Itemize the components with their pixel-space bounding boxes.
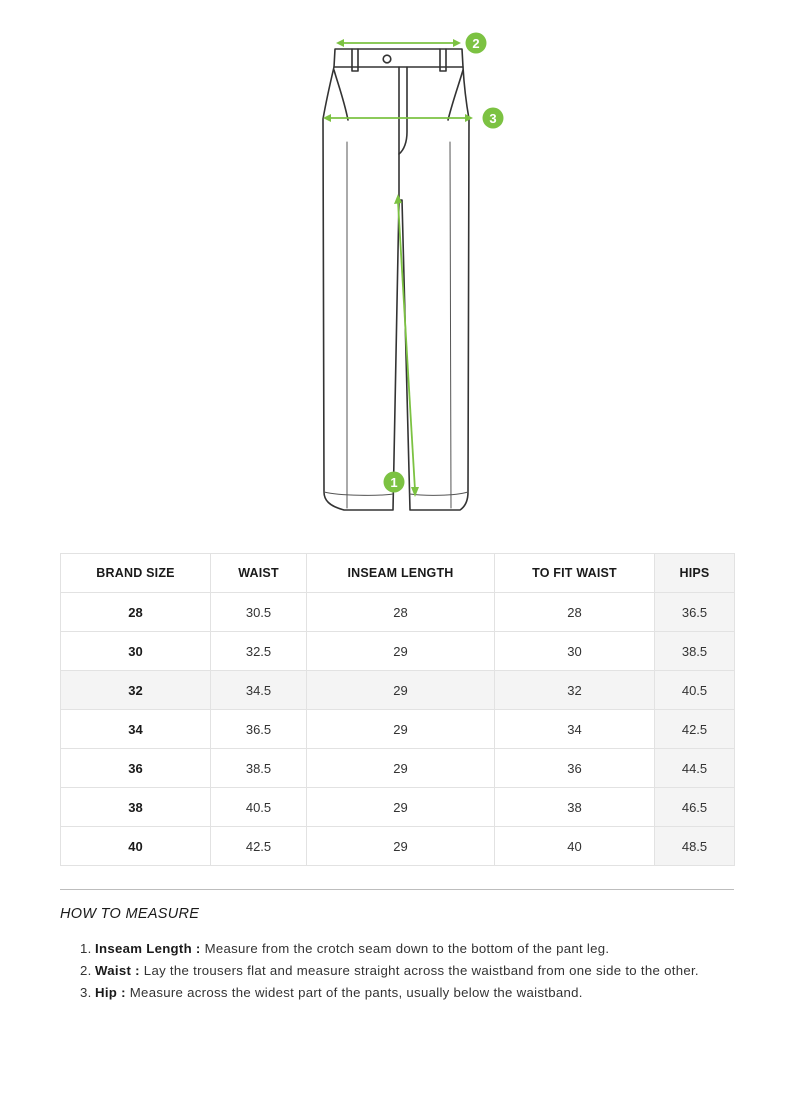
cell-inseam: 29 (307, 827, 495, 866)
trouser-measurement-illustration (300, 22, 520, 522)
cell-fit-waist: 32 (495, 671, 655, 710)
cell-inseam: 29 (307, 710, 495, 749)
table-row (61, 671, 735, 710)
section-divider (60, 889, 734, 890)
step-term: Inseam Length : (95, 941, 201, 956)
table-row (61, 788, 735, 827)
cell-brand-size: 34 (61, 710, 211, 749)
how-to-measure-title: HOW TO MEASURE (60, 906, 200, 922)
cell-inseam: 29 (307, 788, 495, 827)
cell-inseam: 29 (307, 632, 495, 671)
cell-hips: 42.5 (655, 710, 735, 749)
step-text: Measure across the widest part of the pants, usually below the waistband. (125, 985, 583, 1000)
cell-inseam: 29 (307, 671, 495, 710)
svg-text:1: 1 (390, 475, 398, 490)
header-brand-size: BRAND SIZE (61, 554, 211, 593)
cell-fit-waist: 36 (495, 749, 655, 788)
step-text: Measure from the crotch seam down to the bottom of the pant leg. (200, 941, 610, 956)
cell-hips: 44.5 (655, 749, 735, 788)
hip-arrow (323, 114, 473, 122)
cell-waist: 42.5 (211, 827, 307, 866)
cell-hips: 48.5 (655, 827, 735, 866)
header-waist: WAIST (211, 554, 307, 593)
cell-hips: 36.5 (655, 593, 735, 632)
step-text: Lay the trousers flat and measure straight across the waistband from one side to the other. (139, 963, 699, 978)
cell-brand-size: 28 (61, 593, 211, 632)
cell-inseam: 28 (307, 593, 495, 632)
table-header-row (61, 554, 735, 593)
cell-waist: 36.5 (211, 710, 307, 749)
list-item (80, 982, 740, 1004)
size-chart-table (60, 553, 735, 866)
cell-fit-waist: 38 (495, 788, 655, 827)
step-number: 1. (80, 941, 92, 956)
cell-brand-size: 40 (61, 827, 211, 866)
step-term: Waist : (95, 963, 140, 978)
cell-fit-waist: 34 (495, 710, 655, 749)
table-row (61, 710, 735, 749)
cell-brand-size: 36 (61, 749, 211, 788)
cell-waist: 34.5 (211, 671, 307, 710)
cell-hips: 40.5 (655, 671, 735, 710)
list-item (80, 938, 740, 960)
svg-text:3: 3 (489, 111, 497, 126)
step-number: 2. (80, 963, 92, 978)
cell-hips: 38.5 (655, 632, 735, 671)
step-number: 3. (80, 985, 92, 1000)
cell-fit-waist: 30 (495, 632, 655, 671)
marker-2-badge (466, 33, 487, 54)
waist-arrow (336, 39, 461, 47)
marker-1-badge (384, 472, 405, 493)
measure-instructions-list (80, 938, 740, 1004)
cell-brand-size: 30 (61, 632, 211, 671)
cell-brand-size: 38 (61, 788, 211, 827)
table-row (61, 749, 735, 788)
cell-inseam: 29 (307, 749, 495, 788)
step-term: Hip : (95, 985, 126, 1000)
list-item (80, 960, 740, 982)
table-row (61, 827, 735, 866)
table-row (61, 632, 735, 671)
marker-3-badge (483, 108, 504, 129)
header-inseam-length: INSEAM LENGTH (307, 554, 495, 593)
cell-fit-waist: 40 (495, 827, 655, 866)
cell-waist: 40.5 (211, 788, 307, 827)
header-to-fit-waist: TO FIT WAIST (495, 554, 655, 593)
svg-text:2: 2 (472, 36, 480, 51)
cell-waist: 30.5 (211, 593, 307, 632)
cell-hips: 46.5 (655, 788, 735, 827)
cell-waist: 38.5 (211, 749, 307, 788)
cell-waist: 32.5 (211, 632, 307, 671)
cell-fit-waist: 28 (495, 593, 655, 632)
cell-brand-size: 32 (61, 671, 211, 710)
header-hips: HIPS (655, 554, 735, 593)
table-row (61, 593, 735, 632)
